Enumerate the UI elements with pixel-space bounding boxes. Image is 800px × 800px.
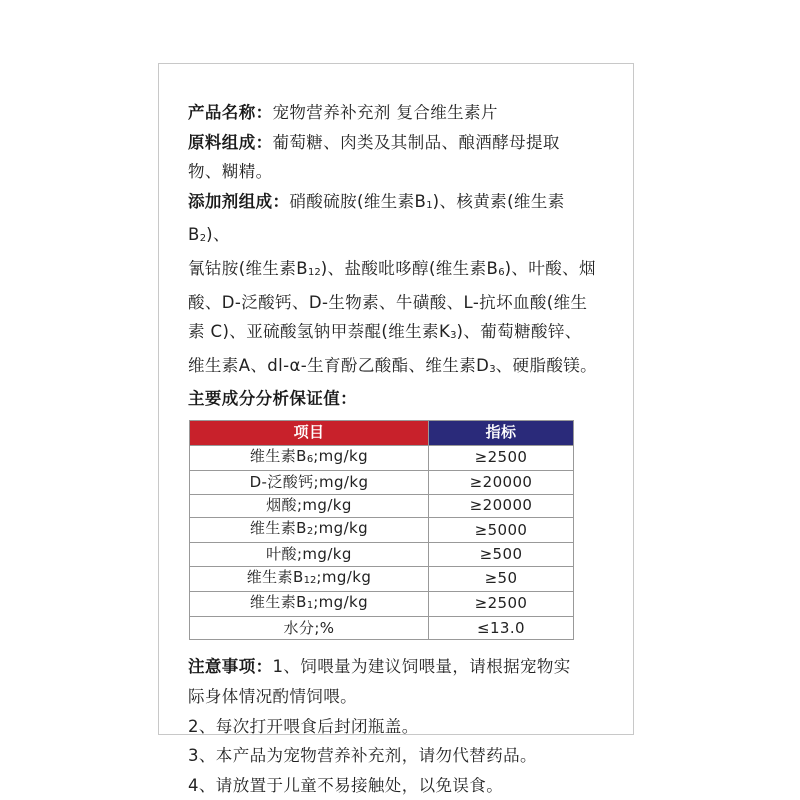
- table-row: [190, 445, 574, 470]
- additives-text: 、硬脂酸镁。: [495, 355, 598, 375]
- subscript: 12: [307, 266, 321, 278]
- row-item-unit: ;mg/kg: [313, 446, 369, 465]
- additives-line-2: [188, 254, 598, 288]
- row-item-unit: ;mg/kg: [313, 472, 369, 491]
- note-1-line-1: [188, 652, 598, 682]
- row-value-cell: ≥20000: [429, 470, 574, 494]
- additives-label: 添加剂组成：: [188, 191, 290, 211]
- subscript: 3: [450, 330, 457, 342]
- additives-text: )、核黄素(维生素B: [188, 191, 565, 245]
- row-value-cell: ≥20000: [429, 494, 574, 518]
- row-item-cell: [190, 591, 429, 616]
- additives-line-1: [188, 187, 598, 254]
- ingredients-text-1: 葡萄糖、肉类及其制品、酿酒酵母提取: [272, 132, 560, 152]
- row-item-unit: ;mg/kg: [296, 496, 352, 515]
- row-value-cell: ≥2500: [429, 591, 574, 616]
- table-row: [190, 543, 574, 567]
- row-item-name: D-泛酸钙: [249, 472, 314, 491]
- ingredients-line: [188, 128, 598, 158]
- row-item-subscript: 1: [306, 599, 314, 611]
- row-value-cell: ≤13.0: [429, 616, 574, 640]
- row-item-subscript: 12: [303, 574, 317, 586]
- row-value-cell: ≥50: [429, 566, 574, 591]
- row-item-name: 叶酸: [266, 544, 297, 563]
- table-row: [190, 591, 574, 616]
- additives-text: )、葡萄糖酸锌、: [456, 322, 582, 342]
- subscript: 6: [498, 266, 505, 278]
- row-item-cell: [190, 543, 429, 567]
- subscript: 1: [426, 199, 433, 211]
- analysis-label: 主要成分分析保证值：: [188, 389, 357, 409]
- additives-line-3: [188, 288, 598, 318]
- additives-text: 氰钴胺(维生素B: [188, 258, 308, 278]
- row-item-unit: ;%: [314, 618, 335, 637]
- header-item: 项目: [190, 420, 429, 445]
- note-3: 3、本产品为宠物营养补充剂，请勿代替药品。: [188, 746, 537, 766]
- row-item-cell: [190, 494, 429, 518]
- row-value-cell: ≥5000: [429, 518, 574, 543]
- header-value: 指标: [429, 420, 574, 445]
- row-value-cell: ≥500: [429, 543, 574, 567]
- row-item-subscript: 6: [306, 453, 314, 465]
- product-name-label: 产品名称：: [188, 103, 273, 122]
- guaranteed-analysis-table: [189, 420, 574, 640]
- additives-text: 素 C)、亚硫酸氢钠甲萘醌(维生素K: [188, 322, 451, 342]
- ingredients-text-2: 物、糊精。: [188, 162, 273, 182]
- row-value-cell: ≥2500: [429, 445, 574, 470]
- note-4: 4、请放置于儿童不易接触处，以免误食。: [188, 775, 504, 795]
- table-header-row: [190, 420, 574, 445]
- row-item-cell: [190, 616, 429, 640]
- row-item-unit: ;mg/kg: [313, 592, 369, 611]
- additives-line-5: [188, 351, 598, 385]
- notes-section: [188, 652, 598, 800]
- subscript: 2: [199, 233, 207, 245]
- table-row: [190, 494, 574, 518]
- subscript: 3: [489, 363, 496, 375]
- row-item-name: 维生素B: [249, 446, 307, 465]
- note-1-line-2: 际身体情况酌情饲喂。: [188, 686, 357, 706]
- additives-text: )、叶酸、烟: [504, 258, 596, 278]
- row-item-name: 维生素B: [249, 519, 307, 538]
- additives-text: 酸、D-泛酸钙、D-生物素、牛磺酸、L-抗坏血酸(维生: [188, 292, 588, 312]
- table-row: [190, 566, 574, 591]
- analysis-heading: [188, 384, 598, 414]
- table-body: [190, 445, 574, 639]
- label-content: [188, 98, 598, 800]
- row-item-unit: ;mg/kg: [296, 544, 352, 563]
- ingredients-line-2: [188, 157, 598, 187]
- additives-text: )、盐酸吡哆醇(维生素B: [320, 258, 499, 278]
- table-row: [190, 616, 574, 640]
- row-item-name: 维生素B: [249, 592, 307, 611]
- product-label-card: [158, 63, 634, 795]
- row-item-cell: [190, 445, 429, 470]
- product-name-line: [188, 98, 598, 128]
- product-name-value: 宠物营养补充剂 复合维生素片: [272, 103, 498, 122]
- row-item-cell: [190, 566, 429, 591]
- row-item-cell: [190, 518, 429, 543]
- additives-text: 硝酸硫胺(维生素B: [289, 191, 427, 211]
- row-item-unit: ;mg/kg: [316, 567, 372, 586]
- row-item-name: 烟酸: [266, 496, 297, 515]
- note-2: 2、每次打开喂食后封闭瓶盖。: [188, 716, 419, 736]
- additives-text: 维生素A、dl-α-生育酚乙酸酯、维生素D: [188, 355, 490, 375]
- row-item-unit: ;mg/kg: [313, 519, 369, 538]
- note-1-text: 1、饲喂量为建议饲喂量，请根据宠物实: [272, 657, 571, 677]
- row-item-subscript: 2: [306, 526, 314, 538]
- additives-line-4: [188, 317, 598, 351]
- row-item-name: 水分: [283, 618, 315, 637]
- table-row: [190, 470, 574, 494]
- row-item-name: 维生素B: [246, 567, 304, 586]
- row-item-cell: [190, 470, 429, 494]
- ingredients-label: 原料组成：: [188, 132, 273, 152]
- table-row: [190, 518, 574, 543]
- notes-label: 注意事项：: [188, 657, 273, 677]
- additives-text: )、: [206, 225, 230, 245]
